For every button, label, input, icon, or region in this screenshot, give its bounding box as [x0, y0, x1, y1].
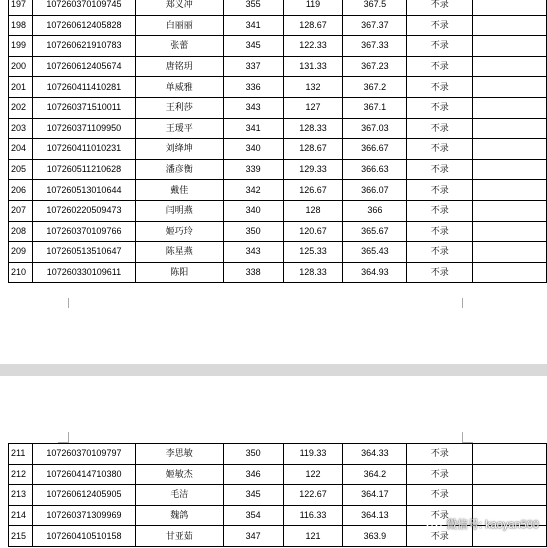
- table-cell: 198: [9, 15, 33, 36]
- table-cell: 342: [223, 180, 283, 201]
- table-cell: 202: [9, 97, 33, 118]
- table-cell: 李思敏: [135, 444, 223, 465]
- table-cell: 364.93: [343, 262, 407, 283]
- table-cell: 128.33: [283, 262, 343, 283]
- table-row: [9, 56, 547, 77]
- table-cell: 107260621910783: [32, 36, 135, 57]
- table-cell: 125.33: [283, 242, 343, 263]
- table-cell: 367.33: [343, 36, 407, 57]
- table-cell: 郑义冲: [135, 0, 223, 15]
- table-cell: 王利莎: [135, 97, 223, 118]
- table-row: [9, 0, 547, 15]
- table-cell: [473, 444, 547, 465]
- table-cell: 119.33: [283, 444, 343, 465]
- table-cell: 陈阳: [135, 262, 223, 283]
- table-cell: 107260513510647: [32, 242, 135, 263]
- table-cell: 107260330109611: [32, 262, 135, 283]
- table-cell: 366.63: [343, 159, 407, 180]
- table-cell: 122.33: [283, 36, 343, 57]
- table-cell: 211: [9, 444, 33, 465]
- table-cell: 陈星燕: [135, 242, 223, 263]
- table-cell: 126.67: [283, 180, 343, 201]
- table-row: [9, 262, 547, 283]
- table-cell: [473, 262, 547, 283]
- table-cell: 116.33: [283, 505, 343, 526]
- table-cell: [473, 77, 547, 98]
- page-corner-mark: [58, 298, 69, 308]
- table-cell: 212: [9, 464, 33, 485]
- table-cell: 107260411410281: [32, 77, 135, 98]
- table-cell: 107260410510158: [32, 526, 135, 547]
- table-cell: 337: [223, 56, 283, 77]
- table-cell: 354: [223, 505, 283, 526]
- table-cell: 白丽丽: [135, 15, 223, 36]
- table-cell: [473, 180, 547, 201]
- table-row: [9, 464, 547, 485]
- table-cell: 213: [9, 485, 33, 506]
- watermark: [426, 516, 539, 532]
- table-cell: 不录: [407, 200, 473, 221]
- table-cell: 129.33: [283, 159, 343, 180]
- table-cell: 131.33: [283, 56, 343, 77]
- table-row: [9, 444, 547, 465]
- page-corner-mark: [462, 298, 473, 308]
- table-cell: 364.2: [343, 464, 407, 485]
- table-cell: 王瑷平: [135, 118, 223, 139]
- table-cell: 不录: [407, 97, 473, 118]
- table-row: [9, 485, 547, 506]
- table-cell: 不录: [407, 464, 473, 485]
- table-cell: 367.2: [343, 77, 407, 98]
- table-cell: 367.23: [343, 56, 407, 77]
- table-cell: 338: [223, 262, 283, 283]
- results-table-top: [8, 0, 547, 283]
- table-cell: 339: [223, 159, 283, 180]
- table-cell: 107260414710380: [32, 464, 135, 485]
- table-cell: 120.67: [283, 221, 343, 242]
- table-row: [9, 15, 547, 36]
- table-cell: 343: [223, 242, 283, 263]
- table-cell: 364.17: [343, 485, 407, 506]
- table-row: [9, 159, 547, 180]
- table-cell: 364.13: [343, 505, 407, 526]
- table-cell: [473, 36, 547, 57]
- table-cell: 367.1: [343, 97, 407, 118]
- table-cell: 122: [283, 464, 343, 485]
- table-cell: 不录: [407, 15, 473, 36]
- table-cell: 魏鸽: [135, 505, 223, 526]
- table-cell: 209: [9, 242, 33, 263]
- table-row: [9, 221, 547, 242]
- table-cell: [473, 242, 547, 263]
- table-cell: 199: [9, 36, 33, 57]
- table-cell: 107260370109745: [32, 0, 135, 15]
- table-cell: 203: [9, 118, 33, 139]
- table-cell: [473, 15, 547, 36]
- table-cell: 107260513010644: [32, 180, 135, 201]
- table-cell: 128: [283, 200, 343, 221]
- table-cell: [473, 118, 547, 139]
- table-row: [9, 242, 547, 263]
- table-cell: 347: [223, 526, 283, 547]
- table-cell: 闫明燕: [135, 200, 223, 221]
- table-cell: 367.37: [343, 15, 407, 36]
- table-cell: [473, 0, 547, 15]
- table-cell: 121: [283, 526, 343, 547]
- page-gap: [0, 364, 547, 376]
- table-cell: 366.07: [343, 180, 407, 201]
- table-row: [9, 97, 547, 118]
- table-cell: 365.43: [343, 242, 407, 263]
- table-cell: 363.9: [343, 526, 407, 547]
- table-cell: 366: [343, 200, 407, 221]
- table-cell: 甘亚茹: [135, 526, 223, 547]
- table-cell: 128.33: [283, 118, 343, 139]
- table-cell: 340: [223, 139, 283, 160]
- table-cell: [473, 221, 547, 242]
- table-cell: 107260370109797: [32, 444, 135, 465]
- table-cell: 367.5: [343, 0, 407, 15]
- table-cell: 119: [283, 0, 343, 15]
- table-cell: 127: [283, 97, 343, 118]
- table-cell: 122.67: [283, 485, 343, 506]
- page-corner-mark: [462, 432, 473, 443]
- table-cell: 340: [223, 200, 283, 221]
- table-cell: 345: [223, 485, 283, 506]
- table-cell: 姬敏杰: [135, 464, 223, 485]
- table-cell: 潘彦衡: [135, 159, 223, 180]
- table-row: [9, 139, 547, 160]
- table-cell: 107260612405905: [32, 485, 135, 506]
- table-cell: 不录: [407, 221, 473, 242]
- table-row: [9, 118, 547, 139]
- table-cell: [473, 56, 547, 77]
- table-cell: 不录: [407, 505, 473, 526]
- wechat-icon: [426, 517, 442, 531]
- table-cell: [473, 464, 547, 485]
- table-cell: 不录: [407, 36, 473, 57]
- table-cell: 不录: [407, 242, 473, 263]
- table-cell: 128.67: [283, 15, 343, 36]
- table-cell: 不录: [407, 262, 473, 283]
- table-cell: 214: [9, 505, 33, 526]
- table-cell: 不录: [407, 180, 473, 201]
- table-cell: 205: [9, 159, 33, 180]
- watermark-text: 微信号: kaoyan500: [446, 519, 539, 531]
- table-cell: 355: [223, 0, 283, 15]
- table-row: [9, 77, 547, 98]
- table-cell: 364.33: [343, 444, 407, 465]
- table-cell: 350: [223, 221, 283, 242]
- page-corner-mark: [58, 432, 69, 443]
- table-cell: 107260411010231: [32, 139, 135, 160]
- table-cell: 单威雅: [135, 77, 223, 98]
- table-cell: 208: [9, 221, 33, 242]
- table-cell: 不录: [407, 118, 473, 139]
- table-cell: 346: [223, 464, 283, 485]
- table-cell: 345: [223, 36, 283, 57]
- table-cell: 206: [9, 180, 33, 201]
- table-cell: 戴佳: [135, 180, 223, 201]
- table-cell: 343: [223, 97, 283, 118]
- table-cell: 204: [9, 139, 33, 160]
- table-cell: 341: [223, 15, 283, 36]
- table-cell: 姬巧玲: [135, 221, 223, 242]
- table-row: [9, 180, 547, 201]
- table-cell: 唐铭玥: [135, 56, 223, 77]
- table-cell: 107260511210628: [32, 159, 135, 180]
- table-cell: 210: [9, 262, 33, 283]
- table-cell: 341: [223, 118, 283, 139]
- table-cell: 107260220509473: [32, 200, 135, 221]
- table-cell: [473, 97, 547, 118]
- table-cell: 107260371309969: [32, 505, 135, 526]
- table-row: [9, 200, 547, 221]
- table-cell: [473, 485, 547, 506]
- table-cell: 365.67: [343, 221, 407, 242]
- table-cell: [473, 159, 547, 180]
- table-cell: 107260371510011: [32, 97, 135, 118]
- table-cell: 197: [9, 0, 33, 15]
- table-cell: 不录: [407, 0, 473, 15]
- table-cell: 215: [9, 526, 33, 547]
- table-cell: 367.03: [343, 118, 407, 139]
- table-cell: 200: [9, 56, 33, 77]
- table-cell: 107260371109950: [32, 118, 135, 139]
- table-cell: 不录: [407, 139, 473, 160]
- table-cell: 201: [9, 77, 33, 98]
- table-cell: 不录: [407, 77, 473, 98]
- table-cell: 不录: [407, 444, 473, 465]
- table-cell: 107260370109766: [32, 221, 135, 242]
- table-cell: [473, 200, 547, 221]
- table-cell: 张蕾: [135, 36, 223, 57]
- table-cell: 132: [283, 77, 343, 98]
- table-cell: [473, 139, 547, 160]
- table-cell: 不录: [407, 159, 473, 180]
- table-cell: 不录: [407, 526, 473, 547]
- table-cell: 207: [9, 200, 33, 221]
- table-cell: 毛洁: [135, 485, 223, 506]
- table-cell: 350: [223, 444, 283, 465]
- table-cell: 107260612405828: [32, 15, 135, 36]
- table-cell: 不录: [407, 485, 473, 506]
- table-cell: 128.67: [283, 139, 343, 160]
- table-cell: 不录: [407, 56, 473, 77]
- table-row: [9, 36, 547, 57]
- table-cell: 刘绛坤: [135, 139, 223, 160]
- table-cell: 366.67: [343, 139, 407, 160]
- table-cell: 107260612405674: [32, 56, 135, 77]
- table-cell: 336: [223, 77, 283, 98]
